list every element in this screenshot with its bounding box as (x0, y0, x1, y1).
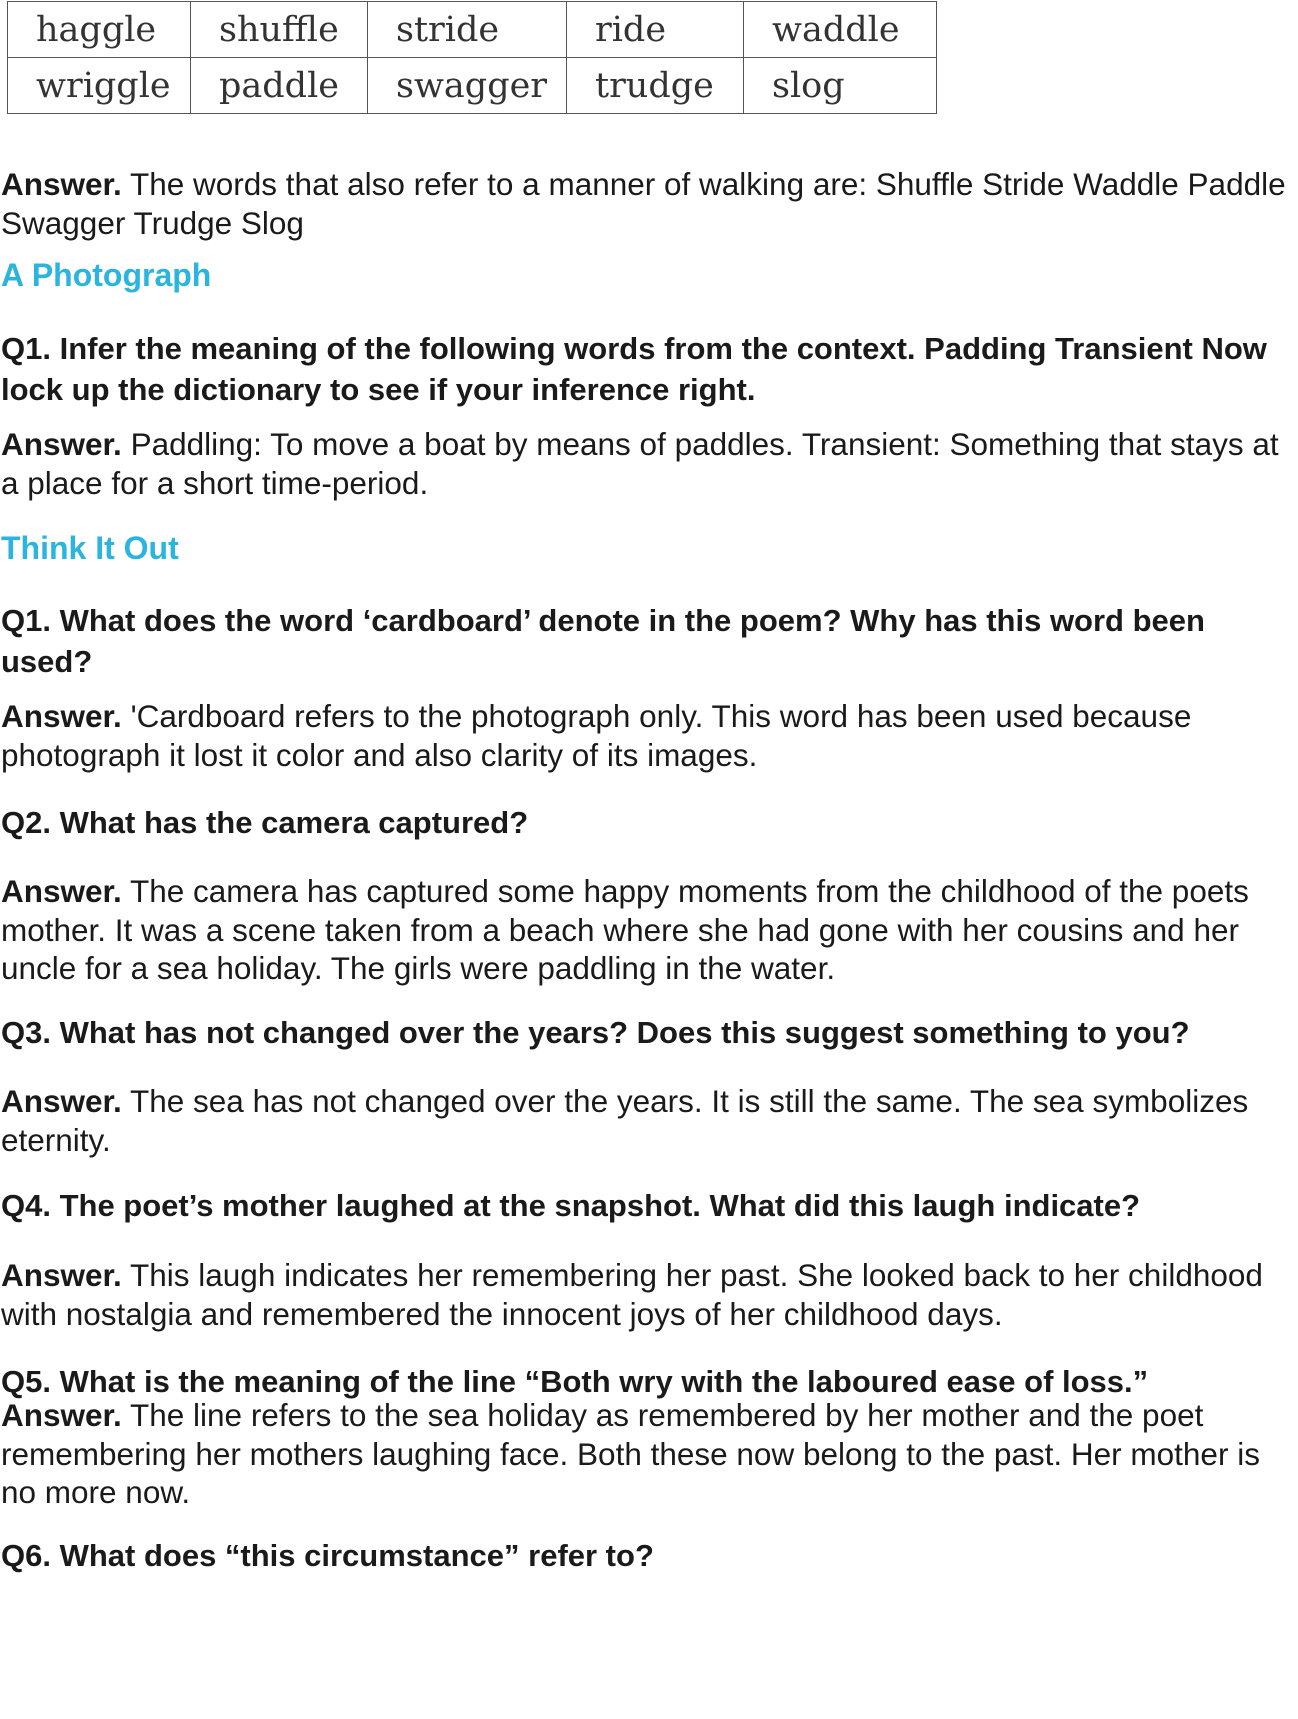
table-cell: stride (368, 2, 567, 58)
table-cell: swagger (368, 58, 567, 114)
table-cell: paddle (191, 58, 368, 114)
question-heading: Q2. What has the camera captured? (1, 805, 529, 840)
question-heading: Q6. What does “this circumstance” refer to? (1, 1538, 654, 1573)
answer-label: Answer. (1, 1397, 122, 1433)
table-cell: waddle (744, 2, 937, 58)
question-heading: Q3. What has not changed over the years? Does this suggest something to you? (1, 1015, 1190, 1050)
answer-text: The camera has captured some happy moments from the childhood of the poets mother. It was a scene taken from a beach where she had gone with her cousins and her uncle for a sea holiday. The girls were paddling in the water. (1, 873, 1249, 986)
answer-paragraph (1, 1396, 1297, 1512)
answer-paragraph (1, 1256, 1297, 1333)
answer-paragraph (1, 1082, 1297, 1159)
section-heading: A Photograph (1, 257, 212, 293)
table-cell: haggle (8, 2, 191, 58)
answer-text: Paddling: To move a boat by means of paddles. Transient: Something that stays at a place for a short time-period. (1, 426, 1279, 501)
answer-text: This laugh indicates her remembering her past. She looked back to her childhood with nostalgia and remembered the innocent joys of her childhood days. (1, 1257, 1263, 1332)
word-table (7, 1, 937, 114)
table-row (8, 2, 937, 58)
question-heading: Q1. What does the word ‘cardboard’ denote in the poem? Why has this word been used? (1, 603, 1205, 679)
answer-label: Answer. (1, 166, 122, 202)
answer-paragraph (1, 165, 1297, 242)
table-cell: wriggle (8, 58, 191, 114)
answer-label: Answer. (1, 698, 122, 734)
answer-paragraph (1, 872, 1297, 988)
table-cell: shuffle (191, 2, 368, 58)
answer-text: The line refers to the sea holiday as remembered by her mother and the poet remembering her mothers laughing face. Both these now belong to the past. Her mother is no more now. (1, 1397, 1260, 1510)
section-heading: Think It Out (1, 530, 179, 566)
answer-text: 'Cardboard refers to the photograph only. This word has been used because photograph it lost it color and also clarity of its images. (1, 698, 1192, 773)
table-cell: slog (744, 58, 937, 114)
table-cell: trudge (567, 58, 744, 114)
question-heading: Q4. The poet’s mother laughed at the snapshot. What did this laugh indicate? (1, 1188, 1141, 1223)
answer-label: Answer. (1, 873, 122, 909)
answer-label: Answer. (1, 1083, 122, 1119)
question-heading: Q5. What is the meaning of the line “Both wry with the laboured ease of loss.” (1, 1364, 1149, 1399)
answer-paragraph (1, 425, 1297, 502)
table-cell: ride (567, 2, 744, 58)
answer-label: Answer. (1, 426, 122, 462)
answer-paragraph (1, 697, 1297, 774)
answer-label: Answer. (1, 1257, 122, 1293)
question-heading: Q1. Infer the meaning of the following words from the context. Padding Transient Now lock up the dictionary to see if your inference right. (1, 331, 1267, 407)
table-row (8, 58, 937, 114)
answer-text: The sea has not changed over the years. It is still the same. The sea symbolizes eternity. (1, 1083, 1249, 1158)
answer-text: The words that also refer to a manner of walking are: Shuffle Stride Waddle Paddle Swagger Trudge Slog (1, 166, 1286, 241)
